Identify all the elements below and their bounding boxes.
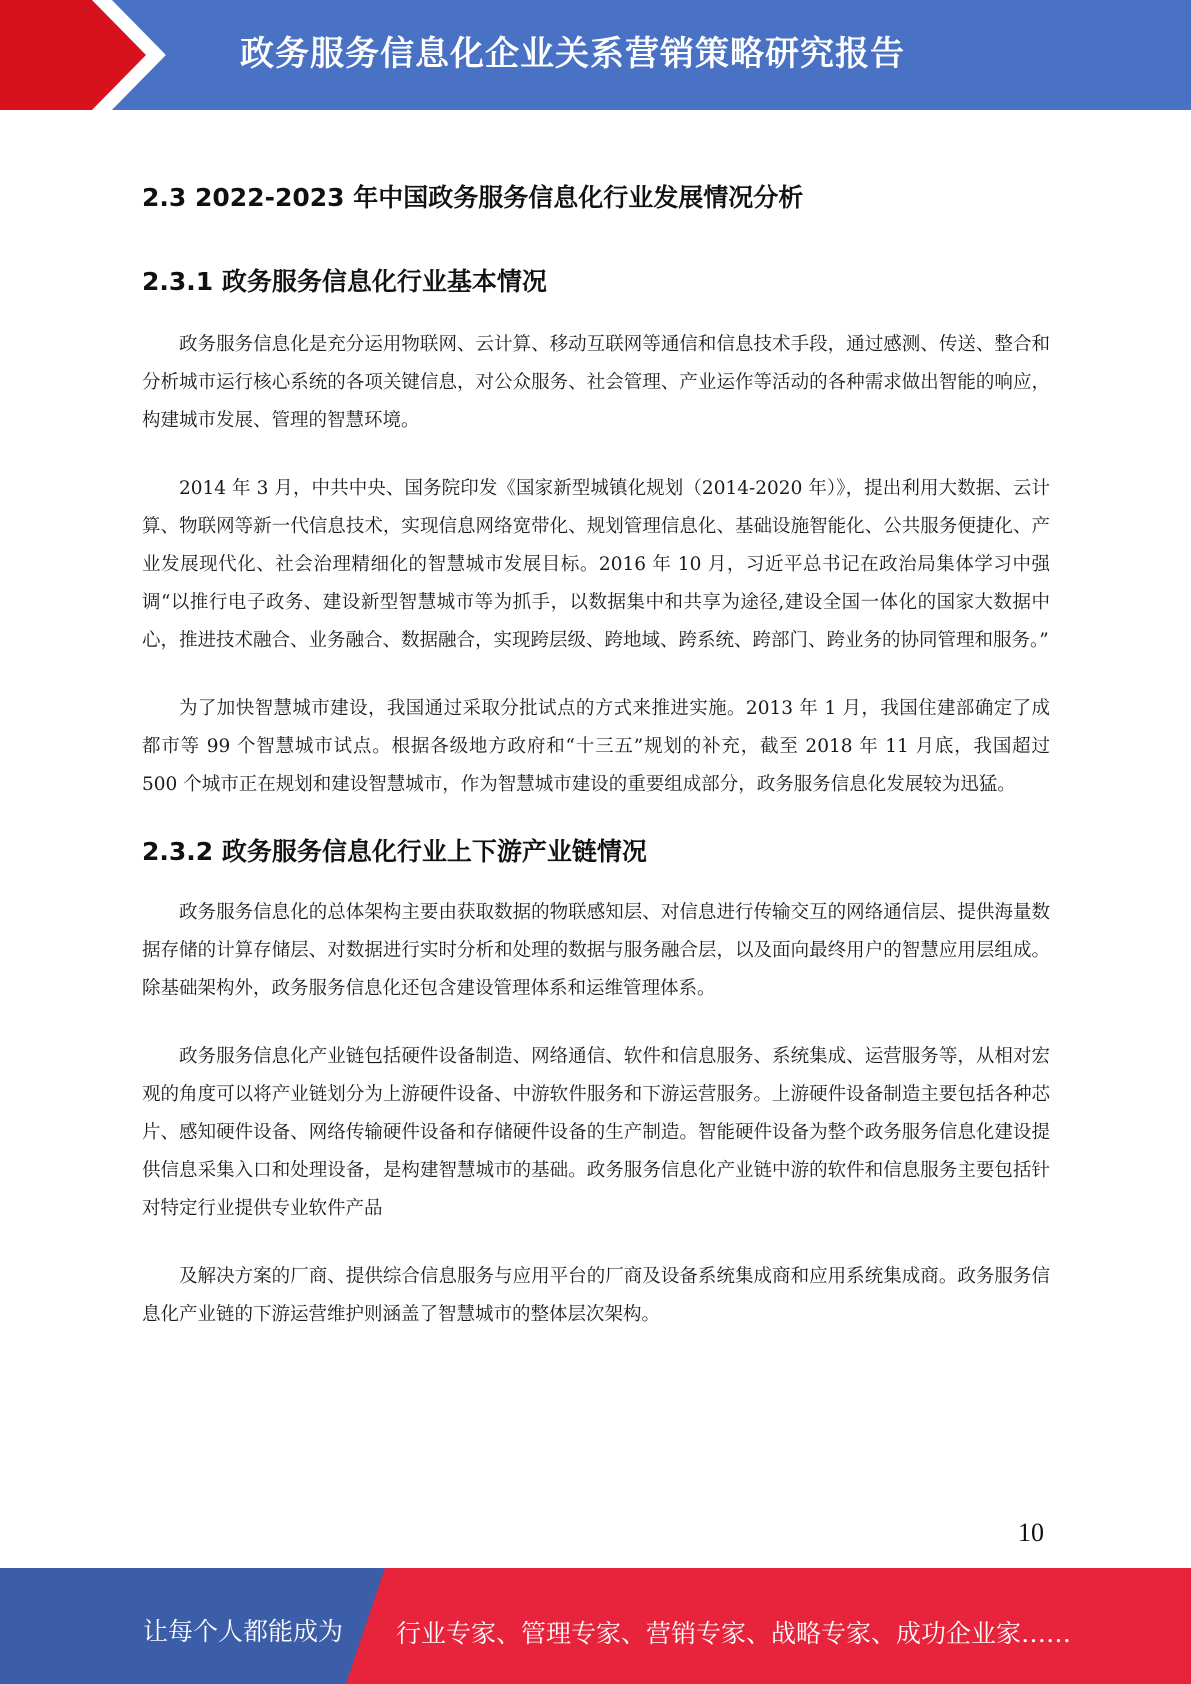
footer-slogan-right: 行业专家、管理专家、营销专家、战略专家、成功企业家……: [396, 1619, 1072, 1648]
paragraph: 2014 年 3 月，中共中央、国务院印发《国家新型城镇化规划（2014-2020 年）》，提出利用大数据、云计算、物联网等新一代信息技术，实现信息网络宽带化、规划管理信息化、基础设施智能化、公共服务便捷化、产业发展现代化、社会治理精细化的智慧城市发展目标。2016 年 10 月，习近平总书记在政治局集体学习中强调“以推行电子政务、建设新型智慧城市等为抓手，以数据集中和共享为途径,建设全国一体化的国家大数据中心，推进技术融合、业务融合、数据融合，实现跨层级、跨地域、跨系统、跨部门、跨业务的协同管理和服务。”: [142, 478, 1050, 651]
page-number: 10: [1018, 1518, 1044, 1547]
section-heading: 2.3 2022-2023 年中国政务服务信息化行业发展情况分析: [142, 183, 804, 212]
footer-slogan-left: 让每个人都能成为: [143, 1617, 344, 1646]
page-footer: [0, 1568, 1191, 1684]
page-header: [0, 0, 1191, 110]
paragraph: 为了加快智慧城市建设，我国通过采取分批试点的方式来推进实施。2013 年 1 月，我国住建部确定了成都市等 99 个智慧城市试点。根据各级地方政府和“十三五”规划的补充，截至 2018 年 11 月底，我国超过 500 个城市正在规划和建设智慧城市，作为智慧城市建设的重要组成部分，政务服务信息化发展较为迅猛。: [142, 698, 1050, 795]
page-body: [142, 170, 1050, 1334]
subsection-heading-2-3-1: 2.3.1 政务服务信息化行业基本情况: [142, 267, 547, 296]
paragraph: 及解决方案的厂商、提供综合信息服务与应用平台的厂商及设备系统集成商和应用系统集成商。政务服务信息化产业链的下游运营维护则涵盖了智慧城市的整体层次架构。: [142, 1266, 1050, 1325]
paragraph: 政务服务信息化是充分运用物联网、云计算、移动互联网等通信和信息技术手段，通过感测、传送、整合和分析城市运行核心系统的各项关键信息，对公众服务、社会管理、产业运作等活动的各种需求做出智能的响应，构建城市发展、管理的智慧环境。: [142, 334, 1050, 431]
subsection-heading-2-3-2: 2.3.2 政务服务信息化行业上下游产业链情况: [142, 837, 647, 866]
paragraph: 政务服务信息化产业链包括硬件设备制造、网络通信、软件和信息服务、系统集成、运营服务等，从相对宏观的角度可以将产业链划分为上游硬件设备、中游软件服务和下游运营服务。上游硬件设备制造主要包括各种芯片、感知硬件设备、网络传输硬件设备和存储硬件设备的生产制造。智能硬件设备为整个政务服务信息化建设提供信息采集入口和处理设备，是构建智慧城市的基础。政务服务信息化产业链中游的软件和信息服务主要包括针对特定行业提供专业软件产品: [142, 1046, 1050, 1219]
paragraph: 政务服务信息化的总体架构主要由获取数据的物联感知层、对信息进行传输交互的网络通信层、提供海量数据存储的计算存储层、对数据进行实时分析和处理的数据与服务融合层，以及面向最终用户的智慧应用层组成。除基础架构外，政务服务信息化还包含建设管理体系和运维管理体系。: [142, 902, 1050, 999]
report-title: 政务服务信息化企业关系营销策略研究报告: [240, 34, 905, 74]
